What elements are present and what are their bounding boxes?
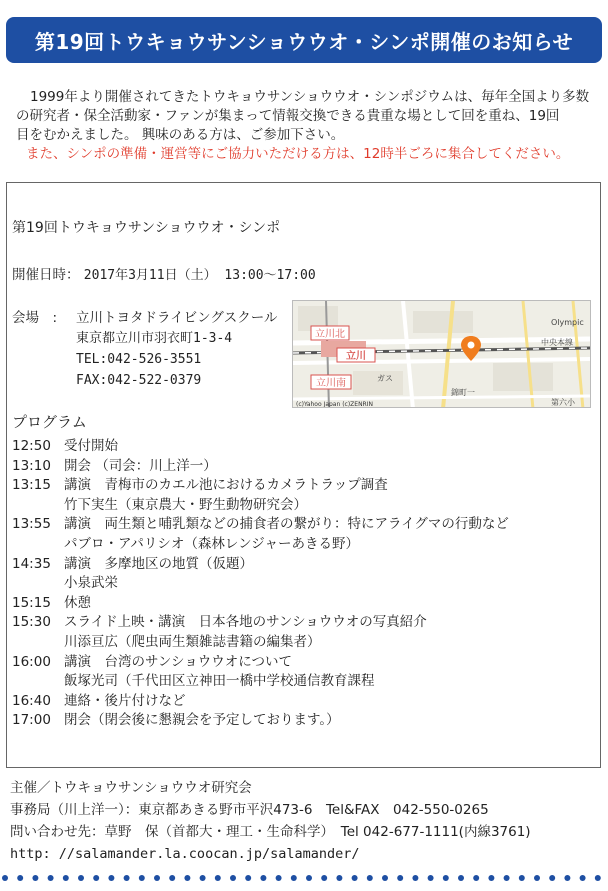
program-item-time: 15:15 (12, 594, 51, 611)
divider-dot (352, 875, 358, 881)
program-item-text: 開会 （司会：川上洋一） (64, 457, 217, 474)
map-label-tachikawa-minami: 立川南 (316, 378, 346, 389)
program-item-time: 14:35 (12, 555, 51, 572)
footer-organizer: 主催／トウキョウサンショウウオ研究会 (10, 780, 252, 796)
event-title: 第19回トウキョウサンショウウオ・シンポ (12, 220, 281, 236)
intro-line-2: の研究者・保全活動家・ファンが集まって情報交換できる貴重な場として回を重ね、19回 (16, 108, 560, 124)
divider-dot (412, 875, 418, 881)
divider-dot (534, 875, 540, 881)
divider-dot (2, 875, 8, 881)
page-banner (6, 17, 602, 63)
program-item-time: 15:30 (12, 614, 51, 631)
intro-text (16, 88, 594, 164)
divider-dot (124, 875, 130, 881)
program-item-time: 16:40 (12, 692, 51, 709)
divider-dot (63, 875, 69, 881)
divider-dot (17, 875, 23, 881)
divider-dot (519, 875, 525, 881)
intro-line-1: 1999年より開催されてきたトウキョウサンショウウオ・シンポジウムは、毎年全国より多数 (30, 89, 590, 105)
divider-dot (382, 875, 388, 881)
program-item-text: 受付開始 (64, 438, 118, 454)
divider-dot (32, 875, 38, 881)
map-label-tachikawa-kita: 立川北 (315, 329, 345, 340)
map-label-kunijima: 錦町一 (451, 388, 475, 397)
intro-notice: また、シンポの準備・運営等にご協力いただける方は、12時半ごろに集合してください。 (26, 146, 570, 162)
divider-dot (397, 875, 403, 881)
map-label-tachikawa: 立川 (346, 351, 366, 362)
divider-dot (291, 875, 297, 881)
footer-url[interactable]: http: //salamander.la.coocan.jp/salamander/ (10, 846, 360, 862)
event-datetime (12, 266, 316, 285)
divider-dot (184, 875, 190, 881)
program-item-text: 講演 多摩地区の地質（仮題） (64, 555, 253, 572)
program-item-text: 講演 両生類と哺乳類などの捕食者の繋がり：特にアライグマの行動など (64, 516, 509, 533)
intro-line-3: 目をむかえました。 興味のある方は、ご参加下さい。 (16, 127, 345, 143)
banner-title: 第19回トウキョウサンショウウオ・シンポ開催のお知らせ (34, 29, 574, 54)
program-item-text: 休憩 (64, 594, 91, 611)
map-label-chuo-line: 中央本線 (541, 338, 573, 347)
program-item-time: 13:10 (12, 457, 51, 474)
venue-tel: TEL:042-526-3551 (76, 352, 202, 367)
map-graphic (293, 301, 591, 408)
divider-dot (108, 875, 114, 881)
divider-dot (260, 875, 266, 881)
map-label-gas: ガス (377, 374, 393, 383)
program-item-speaker: 竹下実生（東京農大・野生動物研究会） (64, 496, 307, 513)
divider-dot (549, 875, 555, 881)
divider-dot (367, 875, 373, 881)
divider-dot (276, 875, 282, 881)
venue-address: 東京都立川市羽衣町1-3-4 (76, 331, 233, 346)
divider-dot (215, 875, 221, 881)
divider-dot (564, 875, 570, 881)
program-item-text: 講演 青梅市のカエル池におけるカメラトラップ調査 (64, 477, 388, 494)
program-item-text: 閉会（閉会後に懇親会を予定しております。） (64, 712, 340, 729)
datetime-value: 2017年3月11日（土） 13:00〜17:00 (83, 268, 316, 283)
program-item-time: 13:15 (12, 477, 51, 494)
divider-dot (458, 875, 464, 881)
program-item-time: 16:00 (12, 653, 51, 670)
program-heading: プログラム (12, 413, 87, 431)
divider-dot (245, 875, 251, 881)
venue-label: 会場 : (12, 310, 58, 326)
map-label-fujimi: 第六小 (551, 398, 575, 407)
divider-dot (428, 875, 434, 881)
footer-contact: 問い合わせ先：草野 保（首都大・理工・生命科学） Tel 042-677-1111(内線3761) (10, 824, 531, 840)
divider-dot (93, 875, 99, 881)
divider-dot (321, 875, 327, 881)
program-item-time: 12:50 (12, 438, 51, 454)
footer-office: 事務局（川上洋一）：東京都あきる野市平沢473-6 Tel&FAX 042-550-0265 (10, 802, 489, 818)
divider-dot (169, 875, 175, 881)
program-item-time: 17:00 (12, 712, 51, 729)
program-item-text: 講演 台湾のサンショウウオについて (64, 653, 292, 670)
divider-dot (200, 875, 206, 881)
divider-dot (488, 875, 494, 881)
divider-dot (504, 875, 510, 881)
program-item-speaker: 飯塚光司（千代田区立神田一橋中学校通信教育課程 (64, 673, 375, 690)
divider-dot (48, 875, 54, 881)
program-item-speaker: パブロ・アパリシオ（森林レンジャーあきる野） (64, 536, 359, 552)
map-label-olympic: Olympic (551, 318, 584, 327)
venue-map[interactable] (292, 300, 591, 408)
map-copyright: (c)Yahoo Japan (c)ZENRIN (296, 401, 373, 408)
divider-dot (443, 875, 449, 881)
program-item-text: 連絡・後片付けなど (64, 692, 186, 709)
datetime-label: 開催日時： (12, 267, 80, 283)
venue-name: 立川トヨタドライビングスクール (76, 310, 278, 326)
divider-dot (473, 875, 479, 881)
venue-fax: FAX:042-522-0379 (76, 373, 202, 388)
program-item-speaker: 小泉武栄 (64, 575, 118, 592)
program-item-text: スライド上映・講演 日本各地のサンショウウオの写真紹介 (64, 614, 427, 631)
program-item-time: 13:55 (12, 516, 51, 533)
divider-dot (230, 875, 236, 881)
divider-dot (595, 875, 601, 881)
divider-dot (154, 875, 160, 881)
divider-dot (139, 875, 145, 881)
dotted-divider (0, 873, 608, 883)
divider-dot (580, 875, 586, 881)
divider-dot (336, 875, 342, 881)
divider-dot (306, 875, 312, 881)
program-item-speaker: 川添亘広（爬虫両生類雑誌書籍の編集者） (64, 634, 321, 650)
divider-dot (78, 875, 84, 881)
